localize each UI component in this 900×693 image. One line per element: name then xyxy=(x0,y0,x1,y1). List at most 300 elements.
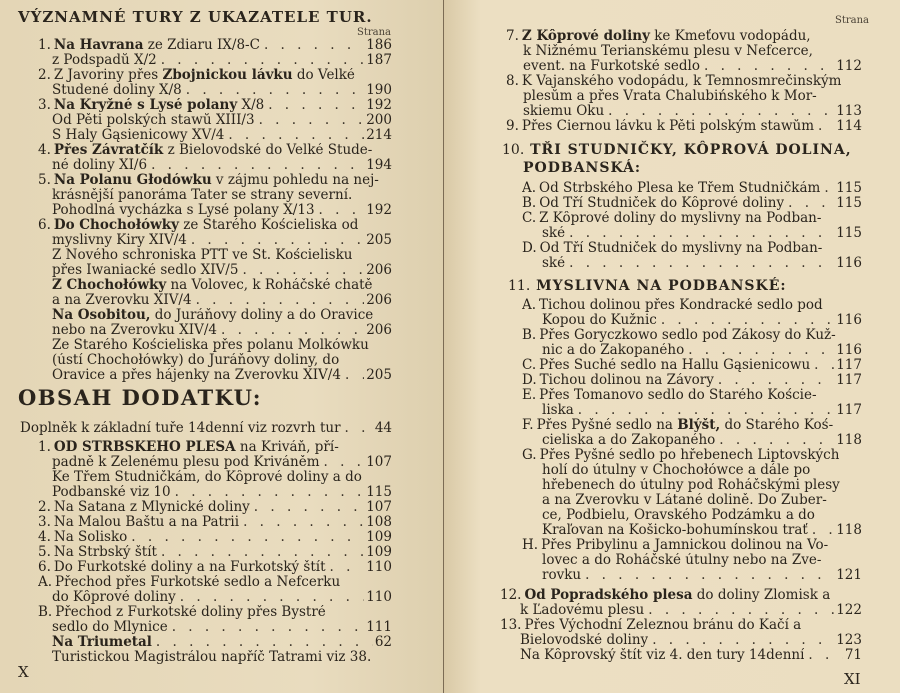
leader-dots xyxy=(565,256,834,271)
entry-text xyxy=(520,648,804,663)
toc-entry xyxy=(522,373,862,388)
entry-text xyxy=(522,448,839,463)
toc-entry xyxy=(522,418,862,433)
leader-dots xyxy=(238,263,364,278)
entry-text xyxy=(52,650,371,665)
leader-dots xyxy=(574,403,834,418)
entry-description: Kraľovan na Košicko-bohumínskou trať xyxy=(542,523,808,538)
entry-description: Přes Čiernou lávku k Pěti polským stawům xyxy=(521,119,815,134)
entry-description: Přes Východní Železnou bránu do Kačí a xyxy=(524,618,802,633)
toc-entry xyxy=(38,500,392,515)
page-number: 115 xyxy=(366,485,392,500)
entry-text xyxy=(38,98,264,113)
entry-description: Z Kôprové doliny do myslivny na Podban- xyxy=(539,211,822,226)
section-title: MYSLIVNA NA PODBANSKÉ: xyxy=(536,278,787,294)
entry-description: Bielovodské doliny xyxy=(520,633,649,648)
toc-entry xyxy=(542,523,862,538)
toc-entry xyxy=(52,203,392,218)
section-number: 11. xyxy=(508,278,531,294)
entry-description: do Juráňovy doliny a do Oravice xyxy=(150,308,374,323)
toc-entry xyxy=(542,256,862,271)
entry-number: D. xyxy=(522,241,537,256)
leader-dots xyxy=(157,545,364,560)
toc-entry xyxy=(542,403,862,418)
entry-number: A. xyxy=(38,575,53,590)
toc-entry xyxy=(52,455,392,470)
entry-number: 1. xyxy=(38,38,51,53)
leader-dots xyxy=(784,196,834,211)
entry-text xyxy=(52,248,352,263)
right-page xyxy=(444,0,900,693)
entry-text xyxy=(500,618,801,633)
entry-text xyxy=(52,338,369,353)
page-number: 205 xyxy=(366,233,392,248)
leader-dots xyxy=(250,500,364,515)
entry-description: a na Zverovku v Látané dolině. Do Zuber- xyxy=(542,493,827,508)
entry-number: 13. xyxy=(500,618,522,633)
entry-description: na Kriváň, pří- xyxy=(235,440,339,455)
page-number: 116 xyxy=(836,343,862,358)
entry-description: Přes Suché sedlo na Hallu Gąsienicowu xyxy=(539,358,811,373)
entry-highlight: OD ŠTRBSKÉHO PLESA xyxy=(53,440,236,455)
toc-entry xyxy=(500,618,862,633)
entry-text xyxy=(542,553,821,568)
entry-text xyxy=(542,463,810,478)
entry-text xyxy=(52,620,168,635)
leader-dots xyxy=(217,323,364,338)
page-number: 214 xyxy=(366,128,392,143)
leader-dots xyxy=(565,226,834,241)
entry-number: E. xyxy=(522,388,537,403)
entry-highlight: Od Popradského plesa xyxy=(524,588,693,603)
entry-number: B. xyxy=(38,605,53,620)
toc-entry xyxy=(52,248,392,263)
entry-description: Přes Goryczkowo sedlo pod Zákosy do Kuž- xyxy=(539,328,836,343)
entry-text xyxy=(52,635,152,650)
toc-entry xyxy=(38,440,392,455)
toc-entry xyxy=(542,313,862,328)
toc-entry xyxy=(52,323,392,338)
entry-text xyxy=(52,470,362,485)
entry-description: né doliny XI/6 xyxy=(52,158,148,173)
page-number: 44 xyxy=(374,421,392,436)
toc-entry xyxy=(52,368,392,383)
toc-entry xyxy=(52,233,392,248)
page-number: 115 xyxy=(836,196,862,211)
page-number: 194 xyxy=(366,158,392,173)
toc-entry xyxy=(542,508,862,523)
entry-description: myslivny Kiry XIV/4 xyxy=(52,233,187,248)
appendix-intro xyxy=(20,421,392,436)
toc-entry xyxy=(522,211,862,226)
entry-number: 1. xyxy=(38,440,51,455)
toc-entry xyxy=(52,308,392,323)
entry-number: 6. xyxy=(38,560,51,575)
entry-description: Na Malou Baštu a na Patrii xyxy=(53,515,240,530)
leader-dots xyxy=(157,53,365,68)
entry-text xyxy=(522,328,836,343)
entry-text xyxy=(542,478,840,493)
entry-number: F. xyxy=(522,418,534,433)
entry-number: 3. xyxy=(38,515,51,530)
entry-description: Přechod přes Furkotské sedlo a Nefcerku xyxy=(55,575,341,590)
toc-entry xyxy=(506,29,862,44)
entry-highlight: Přes Závratčík xyxy=(53,143,164,158)
entry-description: Přechod z Furkotské doliny přes Bystré xyxy=(55,605,326,620)
entry-description: do Kôprové doliny xyxy=(52,590,176,605)
entry-text xyxy=(38,218,358,233)
leader-dots xyxy=(684,343,834,358)
entry-description: holí do útulny v Chochołówce a dále po xyxy=(542,463,811,478)
entry-text xyxy=(38,500,250,515)
entry-text xyxy=(522,418,833,433)
toc-entry xyxy=(522,196,862,211)
page-number: 122 xyxy=(836,603,862,618)
entry-description: ce, Podbielu, Oravského Podzámku a do xyxy=(542,508,815,523)
section-number: 10. xyxy=(502,142,525,158)
leader-dots xyxy=(192,293,365,308)
page-number: 123 xyxy=(836,633,862,648)
toc-entry xyxy=(523,104,862,119)
entry-text xyxy=(52,590,176,605)
leader-dots xyxy=(648,633,834,648)
entry-description: nebo na Zverovku XIV/4 xyxy=(52,323,217,338)
entry-number: G. xyxy=(522,448,537,463)
entry-highlight: Na Havrana xyxy=(53,38,144,53)
toc-entry xyxy=(542,433,862,448)
page-number: 190 xyxy=(366,83,392,98)
leader-dots xyxy=(814,119,834,134)
entry-description: padně k Zelenému plesu pod Kriváněm xyxy=(52,455,320,470)
entry-text xyxy=(522,538,828,553)
toc-entry xyxy=(52,635,392,650)
entry-description: Na Kôprovský štít viz 4. den tury 14denní xyxy=(520,648,805,663)
entry-highlight: Z Chochołówky xyxy=(52,278,167,293)
page-number: 71 xyxy=(844,648,862,663)
entry-description: X/8 xyxy=(237,98,265,113)
entry-highlight: Z Kôprové doliny xyxy=(521,29,650,44)
toc-entry xyxy=(520,633,862,648)
entry-text xyxy=(522,181,820,196)
toc-entry xyxy=(542,553,862,568)
entry-description: lovec a do Roháčské útulny nebo na Zve- xyxy=(542,553,822,568)
entry-number: 9. xyxy=(506,119,519,134)
entry-text xyxy=(52,263,238,278)
entry-highlight: Na Polanu Głodówku xyxy=(53,173,212,188)
entry-number: 6. xyxy=(38,218,51,233)
entry-description: Ze Starého Kościeliska přes polanu Molkówku xyxy=(52,338,369,353)
entry-text xyxy=(52,158,147,173)
page-number: 116 xyxy=(836,256,862,271)
entry-description: Přes Pyšné sedlo po hřebenech Liptovských xyxy=(539,448,840,463)
toc-entry xyxy=(500,588,862,603)
entry-description: Pohodlná vycházka s Lysé polany X/13 xyxy=(52,203,315,218)
toc-entry xyxy=(52,620,392,635)
folio-left: X xyxy=(18,663,29,681)
entry-number: B. xyxy=(522,328,537,343)
entry-description: Od Pěti polských stawů XIII/3 xyxy=(52,113,255,128)
page-number: 206 xyxy=(366,293,392,308)
page-number: 108 xyxy=(366,515,392,530)
entry-text xyxy=(38,545,157,560)
page-number: 187 xyxy=(366,53,392,68)
toc-entry xyxy=(52,128,392,143)
entry-description: Do Furkotské doliny a na Furkotský štít xyxy=(53,560,326,575)
toc-entry xyxy=(52,293,392,308)
entry-description: a na Zverovku XIV/4 xyxy=(52,293,192,308)
toc-entry xyxy=(38,218,392,233)
entry-description: k Nižnému Terianskému plesu v Nefcerce, xyxy=(523,44,813,59)
entry-description: z Podspadů X/2 xyxy=(52,53,157,68)
entry-description: hřebenech do útulny pod Roháčskými plesy xyxy=(542,478,840,493)
leader-dots xyxy=(714,373,834,388)
leader-dots xyxy=(171,485,365,500)
entry-description: Na Solisko xyxy=(53,530,128,545)
entry-text xyxy=(523,59,700,74)
entry-description: ze Starého Kościeliska od xyxy=(178,218,359,233)
page-number: 117 xyxy=(836,358,862,373)
entry-description: Z Nového schroniska PTT ve St. Kościelisku xyxy=(52,248,353,263)
entry-description: S Haly Gąsienicowy XV/4 xyxy=(52,128,225,143)
entry-text xyxy=(506,74,841,89)
entry-description: (ústí Chochołówky) do Juráňovy doliny, do xyxy=(52,353,340,368)
entry-highlight: Na Osobitou, xyxy=(52,308,151,323)
entry-description: Na Satana z Mlynické doliny xyxy=(53,500,250,515)
folio-right: XI xyxy=(844,670,861,688)
entry-highlight: Na Kryžné s Lysé polany xyxy=(53,98,238,113)
entry-highlight: Zbojnickou lávku xyxy=(162,68,293,83)
entry-description: Kopou do Kužnic xyxy=(542,313,657,328)
entry-number: 2. xyxy=(38,68,51,83)
leader-dots xyxy=(182,83,364,98)
entry-text xyxy=(542,523,808,538)
entry-description: sedlo do Mlynice xyxy=(52,620,168,635)
page-number: 62 xyxy=(374,635,392,650)
leader-dots xyxy=(820,181,834,196)
toc-entry xyxy=(38,98,392,113)
entry-description: ke Kmeťovu vodopádu, xyxy=(649,29,811,44)
entry-number: B. xyxy=(522,196,537,211)
toc-entry xyxy=(522,328,862,343)
entry-text xyxy=(500,588,830,603)
left-page xyxy=(0,0,444,693)
leader-dots xyxy=(255,113,365,128)
toc-entry xyxy=(38,605,392,620)
entry-text xyxy=(38,605,326,620)
toc-entry xyxy=(522,298,862,313)
entry-description: Oravice a přes hájenky na Zverovku XIV/4 xyxy=(52,368,341,383)
leader-dots xyxy=(187,233,364,248)
entry-description: Na Štrbský štít xyxy=(53,545,157,560)
leader-dots xyxy=(260,38,364,53)
entry-description: Od Tří Studniček do Kôprové doliny xyxy=(539,196,785,211)
entry-text xyxy=(38,68,355,83)
page-number: 205 xyxy=(366,368,392,383)
entry-text xyxy=(38,515,239,530)
page-column-label: Strana xyxy=(357,27,392,38)
toc-entry xyxy=(542,463,862,478)
entry-number: 5. xyxy=(38,173,51,188)
toc-entry xyxy=(522,448,862,463)
page-number: 110 xyxy=(366,590,392,605)
entry-text xyxy=(52,485,171,500)
entry-number: C. xyxy=(522,358,537,373)
entry-text xyxy=(38,143,372,158)
entry-number: C. xyxy=(522,211,537,226)
entry-number: D. xyxy=(522,373,537,388)
leader-dots xyxy=(341,368,364,383)
page-number: 107 xyxy=(366,455,392,470)
entry-text xyxy=(52,233,187,248)
entry-description: ské xyxy=(542,256,566,271)
entry-description: v zájmu pohledu na nej- xyxy=(211,173,379,188)
entry-description: rovku xyxy=(542,568,582,583)
entry-text xyxy=(520,633,648,648)
entry-text xyxy=(542,403,574,418)
leader-dots xyxy=(239,515,364,530)
entry-highlight: Blýšt, xyxy=(677,418,721,433)
entry-number: A. xyxy=(522,181,537,196)
entry-text xyxy=(522,358,810,373)
toc-entry xyxy=(52,470,392,485)
toc-entry xyxy=(38,545,392,560)
page-number: 118 xyxy=(836,433,862,448)
entry-number: H. xyxy=(522,538,539,553)
entry-text xyxy=(506,119,814,134)
entry-description: přes Iwaniacké sedlo XIV/5 xyxy=(52,263,239,278)
entry-description: do Velké xyxy=(292,68,355,83)
page-number: 117 xyxy=(836,373,862,388)
toc-entry xyxy=(52,158,392,173)
entry-text xyxy=(522,388,817,403)
entry-number: 12. xyxy=(500,588,522,603)
entry-description: K Vajanského vodopádu, k Temnosmrečinským xyxy=(521,74,842,89)
leader-dots xyxy=(315,203,365,218)
section-10-title xyxy=(502,142,852,159)
entry-text xyxy=(38,38,260,53)
entry-text xyxy=(52,128,224,143)
leader-dots xyxy=(168,620,365,635)
entry-text xyxy=(523,44,813,59)
leader-dots xyxy=(320,455,365,470)
page-number: 107 xyxy=(366,500,392,515)
page-number: 192 xyxy=(366,98,392,113)
leader-dots xyxy=(810,358,834,373)
toc-entry xyxy=(522,241,862,256)
page-number: 115 xyxy=(836,226,862,241)
page-number: 113 xyxy=(836,104,862,119)
entry-text xyxy=(52,308,373,323)
page-number: 109 xyxy=(366,530,392,545)
toc-entry xyxy=(52,113,392,128)
toc-entry xyxy=(38,68,392,83)
entry-text xyxy=(522,211,821,226)
entry-text xyxy=(38,530,127,545)
entry-description: cieliska a do Zakopaného xyxy=(542,433,716,448)
entry-text xyxy=(520,603,644,618)
leader-dots xyxy=(715,433,834,448)
toc-entry xyxy=(52,263,392,278)
entry-description: na Volovec, k Roháčské chatě xyxy=(166,278,373,293)
entry-description: Tichou dolinou na Závory xyxy=(539,373,714,388)
entry-text xyxy=(52,203,315,218)
page-number: 118 xyxy=(836,523,862,538)
toc-entry xyxy=(52,590,392,605)
entry-text xyxy=(52,353,339,368)
entry-description: Studené doliny X/8 xyxy=(52,83,182,98)
toc-entry xyxy=(52,650,392,665)
entry-description: do doliny Zlomisk a xyxy=(692,588,831,603)
section-title-important-tours: VÝZNAMNÉ TURY Z UKAZATELE TUR. xyxy=(18,8,373,26)
toc-entry xyxy=(542,343,862,358)
entry-description: do Starého Koś- xyxy=(720,418,834,433)
toc-entry xyxy=(542,478,862,493)
page-number: 121 xyxy=(836,568,862,583)
page-number: 110 xyxy=(366,560,392,575)
toc-entry xyxy=(520,603,862,618)
toc-entry xyxy=(522,538,862,553)
entry-number: 8. xyxy=(506,74,519,89)
entry-text xyxy=(38,560,326,575)
entry-text: Doplněk k základní tuře 14denní viz rozvrh tur xyxy=(20,421,341,436)
page-number: 117 xyxy=(836,403,862,418)
toc-entry xyxy=(38,575,392,590)
leader-dots xyxy=(804,648,842,663)
toc-entry xyxy=(506,119,862,134)
entry-text xyxy=(542,493,827,508)
entry-text xyxy=(52,53,157,68)
leader-dots xyxy=(147,158,364,173)
entry-text xyxy=(52,323,217,338)
page-number: 206 xyxy=(366,323,392,338)
page-number: 111 xyxy=(366,620,392,635)
entry-description: liska xyxy=(542,403,574,418)
entry-description: Od Štrbského Plesa ke Třem Studničkám xyxy=(539,181,821,196)
entry-text xyxy=(542,508,815,523)
toc-entry xyxy=(52,188,392,203)
entry-description: Z Javoriny přes xyxy=(53,68,163,83)
toc-entry xyxy=(523,44,862,59)
entry-text xyxy=(52,278,373,293)
entry-text xyxy=(542,226,565,241)
page-number: 116 xyxy=(836,313,862,328)
page-number: 115 xyxy=(836,181,862,196)
entry-text xyxy=(542,568,581,583)
leader-dots xyxy=(176,590,364,605)
entry-text xyxy=(542,343,684,358)
leader-dots xyxy=(326,560,365,575)
entry-description: Od Tří Studniček do myslivny na Podban- xyxy=(539,241,823,256)
toc-entry xyxy=(38,143,392,158)
entry-description: Ke Třem Studničkám, do Kôprové doliny a do xyxy=(52,470,362,485)
page-number: 112 xyxy=(836,59,862,74)
toc-entry xyxy=(38,515,392,530)
entry-text xyxy=(52,113,255,128)
toc-entry xyxy=(506,74,862,89)
entry-text xyxy=(52,293,192,308)
page-number: 186 xyxy=(366,38,392,53)
entry-description: z Bielovodské do Velké Stude- xyxy=(163,143,373,158)
toc-entry xyxy=(38,38,392,53)
toc-entry xyxy=(52,83,392,98)
leader-dots xyxy=(700,59,834,74)
leader-dots xyxy=(808,523,834,538)
toc-entry xyxy=(52,338,392,353)
toc-entry xyxy=(542,493,862,508)
leader-dots xyxy=(657,313,834,328)
entry-description: nic a do Zakopaného xyxy=(542,343,685,358)
entry-text xyxy=(52,188,352,203)
